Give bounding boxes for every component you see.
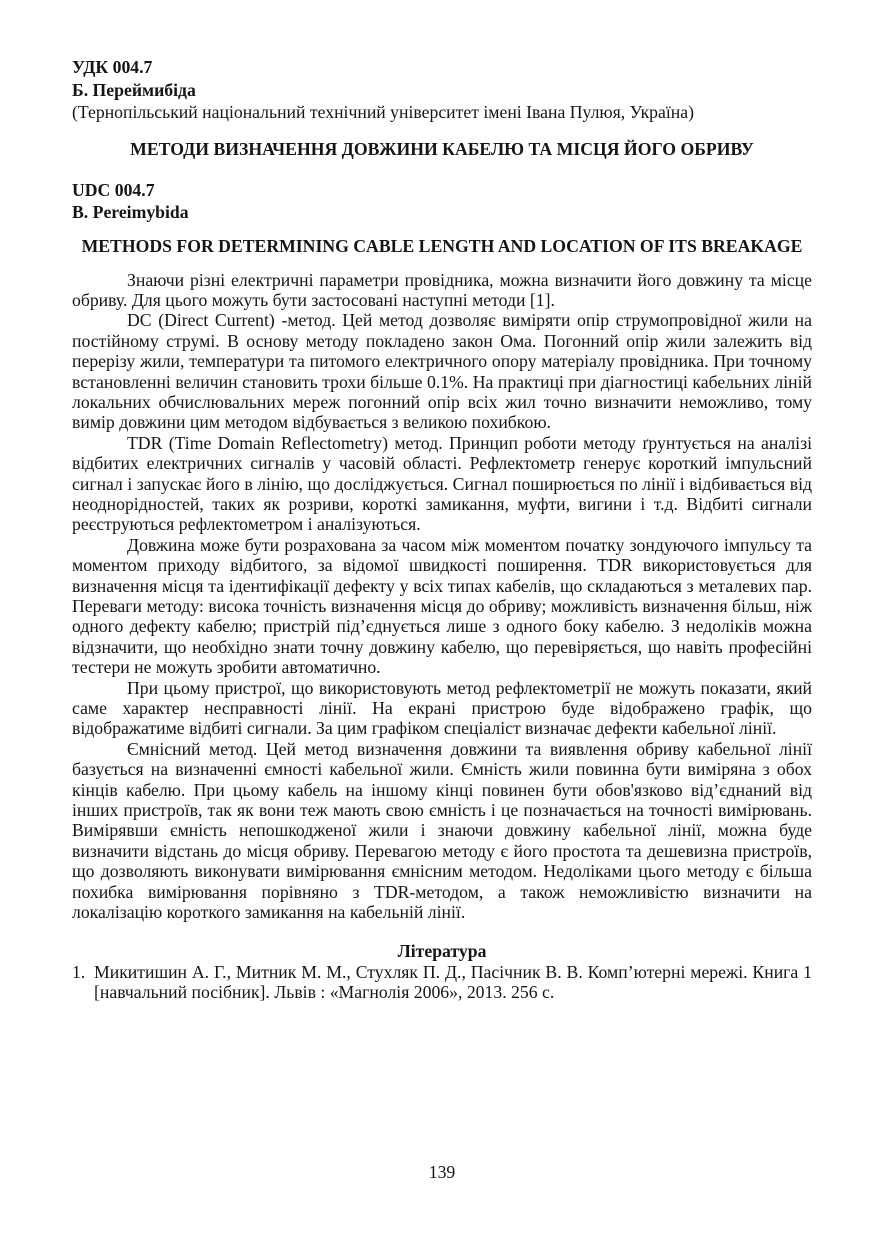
header-english [72, 179, 812, 224]
references-list [72, 962, 812, 1003]
udc-code-ua: УДК 004.7 [72, 57, 153, 77]
references-heading: Література [397, 940, 487, 961]
header-ukrainian [72, 56, 812, 124]
paragraph-dc-method: DC (Direct Current) -метод. Цей метод дозволяє виміряти опір струмопровідної жили на постійному струмі. В основу методу покладено закон Ома. Погонний опір жили залежить від перерізу жили, температури та питомого електричного опору матеріалу провідника. При точному встановленні величин становить трохи більше 0.1%. На практиці при діагностиці кабельних ліній локальних обчислювальних мереж погонний опір всіх жил точно визначити неможливо, тому вимір довжини цим методом відбувається з великою похибкою. [72, 310, 812, 433]
page-content [72, 56, 812, 1002]
author-name-en: B. Pereimybida [72, 202, 189, 222]
paper-title-en: METHODS FOR DETERMINING CABLE LENGTH AND LOCATION OF ITS BREAKAGE [81, 235, 803, 256]
paragraph-tdr-advantages: Довжина може бути розрахована за часом між моментом початку зондуючого імпульсу та моментом приходу відбитого, за відомої швидкості поширення. TDR використовується для визначення місця та ідентифікації дефекту у всіх типах кабелів, що складаються з металевих пар. Переваги методу: висока точність визначення місця до обриву; можливість визначення більш, ніж одного дефекту кабелю; пристрій під’єднується лише з одного боку кабелю. З недоліків можна відзначити, що необхідно знати точну довжину кабелю, що перевіряється, що навіть професійні тестери не можуть зробити автоматично. [72, 534, 812, 678]
reference-item [72, 962, 812, 1003]
paragraph-tdr-method: TDR (Time Domain Reflectometry) метод. Принцип роботи методу ґрунтується на аналізі відбитих електричних сигналів у часовій області. Рефлектометр генерує короткий імпульсний сигнал і запускає його в лінію, що досліджується. Сигнал поширюється по лінії і відбивається від неоднорідностей, таких як розриви, короткі замикання, муфти, вигини і т.д. Відбиті сигнали реєструються рефлектометром і аналізуються. [72, 432, 812, 535]
reference-number: 1. [72, 961, 86, 982]
reference-text: Микитишин А. Г., Митник М. М., Стухляк П. Д., Пасічник В. В. Комп’ютерні мережі. Книга 1 [навчальний посібник]. Львів : «Магнолія 2006», 2013. 256 с. [94, 961, 812, 1002]
paragraph-reflectometry-limits: При цьому пристрої, що використовують метод рефлектометрії не можуть показати, який саме характер несправності лінії. На екрані пристрою буде відображено графік, що відображатиме відбиті сигнали. За цим графіком спеціаліст визначає дефекти кабельної лінії. [72, 677, 812, 739]
author-name-ua: Б. Переймибіда [72, 79, 196, 100]
paper-title-ua: МЕТОДИ ВИЗНАЧЕННЯ ДОВЖИНИ КАБЕЛЮ ТА МІСЦЯ ЙОГО ОБРИВУ [130, 138, 754, 159]
udc-code-en: UDC 004.7 [72, 179, 155, 200]
paragraph-capacitive-method: Ємнісний метод. Цей метод визначення довжини та виявлення обриву кабельної лінії базується на визначенні ємності кабельної жили. Ємність жили повинна бути виміряна з обох кінців кабелю. При цьому кабель на іншому кінці повинен бути обов'язково від’єднаний від інших пристроїв, так як вони теж мають свою ємність і це позначається на точності вимірювань. Вимірявши ємність непошкодженої жили і знаючи довжину кабельної лінії, можна буде визначити відстань до місця обриву. Перевагою методу є його простота та дешевизна пристроїв, що дозволяють виконувати вимірювання ємнісним методом. Недоліками цього методу є більша похибка вимірювання порівняно з TDR-методом, а також неможливістю визначити на локалізацію короткого замикання на кабельній лінії. [72, 738, 812, 923]
paragraph-intro: Знаючи різні електричні параметри провідника, можна визначити його довжину та місце обриву. Для цього можуть бути застосовані наступні методи [1]. [72, 269, 812, 310]
abstract-body [72, 270, 812, 923]
affiliation: (Тернопільський національний технічний університет імені Івана Пулюя, Україна) [72, 102, 694, 122]
page-number: 139 [428, 1162, 456, 1182]
